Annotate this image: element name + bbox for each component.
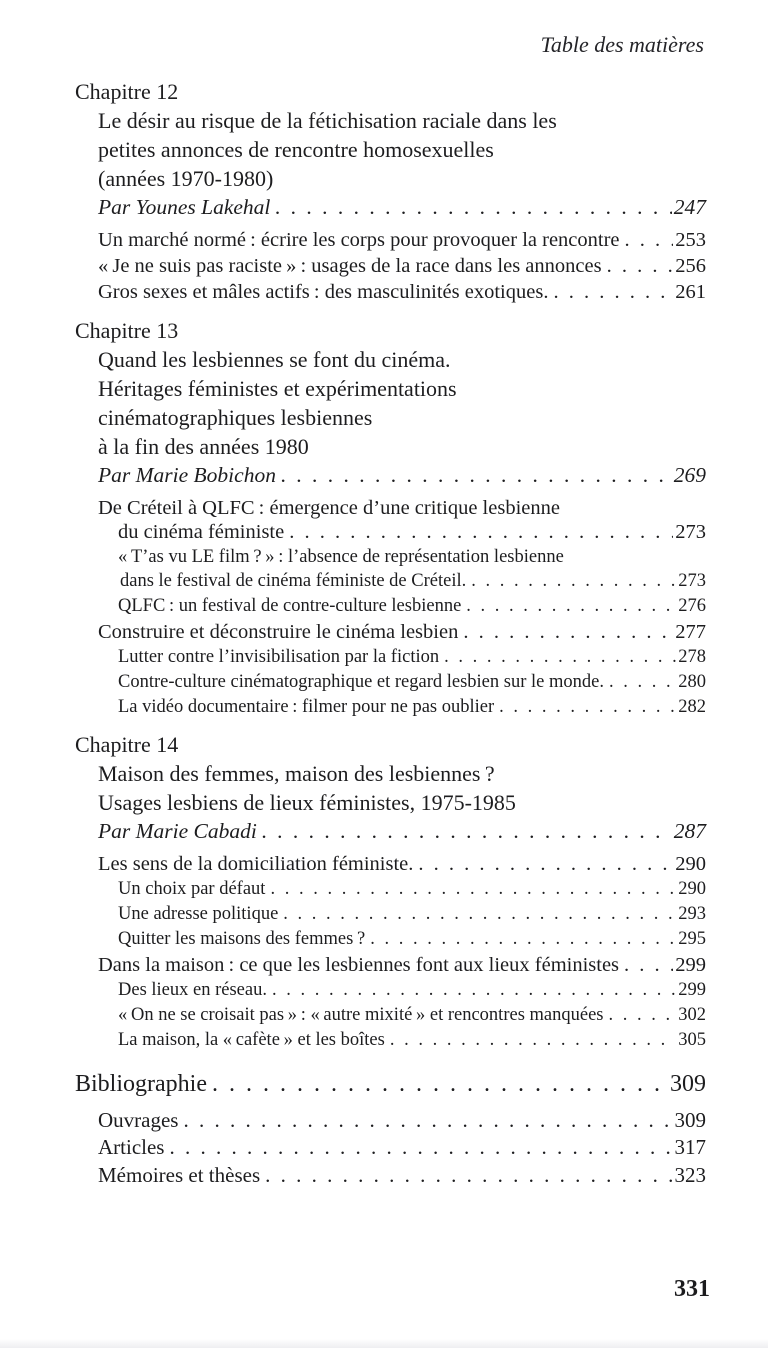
toc-entry-row (118, 546, 706, 570)
toc-entry-row (118, 595, 706, 619)
toc-entry-row (98, 496, 706, 521)
toc-entry-line: Lutter contre l’invisibilisation par la fiction (118, 646, 440, 667)
toc-entry-row (98, 254, 706, 279)
chapter-title-line: à la fin des années 1980 (98, 433, 309, 459)
toc-entry-row (118, 570, 706, 594)
chapter-label: Chapitre 14 (75, 732, 179, 757)
toc-entry (118, 1004, 706, 1028)
dot-leader (444, 646, 676, 670)
toc-entry-line: « On ne se croisait pas » : « autre mixité » et rencontres manquées (118, 1005, 604, 1025)
toc-entry-line: Un marché normé : écrire les corps pour provoquer la rencontre (98, 229, 620, 251)
dot-leader (499, 696, 676, 720)
toc-entry-row (118, 903, 706, 927)
page-number: 323 (674, 1162, 706, 1187)
chapter-author (98, 817, 706, 846)
page-number: 273 (678, 570, 706, 591)
toc-entry (98, 228, 706, 253)
chapter-title-line: cinématographiques lesbiennes (98, 404, 373, 430)
toc-entry-line: « T’as vu LE film ? » : l’absence de représentation lesbienne (118, 547, 564, 567)
chapter-title-line: Quand les lesbiennes se font du cinéma. (98, 346, 451, 372)
dot-leader (625, 228, 674, 253)
dot-leader (281, 461, 672, 490)
dot-leader (169, 1134, 672, 1162)
table-of-contents (75, 78, 706, 1189)
page-number: 309 (670, 1070, 706, 1097)
dot-leader (609, 671, 676, 695)
bibliography-entry-label: Mémoires et thèses (98, 1162, 261, 1187)
toc-entry (118, 646, 706, 670)
chapter-block (75, 78, 706, 305)
page-number: 277 (675, 620, 706, 643)
bibliography-entries (98, 1107, 706, 1190)
toc-entry-line: Gros sexes et mâles actifs : des masculinités exotiques. (98, 281, 549, 303)
chapter-author-name: Par Marie Bobichon (98, 462, 276, 487)
dot-leader (370, 928, 676, 952)
dot-leader (466, 595, 676, 619)
toc-entry-line: Les sens de la domiciliation féministe. (98, 853, 414, 875)
chapter-title-line: petites annonces de rencontre homosexuelles (98, 137, 494, 162)
toc-entry (118, 928, 706, 952)
toc-entry-line: QLFC : un festival de contre-culture lesbienne (118, 595, 462, 616)
dot-leader (212, 1069, 668, 1100)
page-number: 278 (678, 646, 706, 667)
toc-entry-line: La maison, la « cafète » et les boîtes (118, 1030, 385, 1050)
bibliography-heading (75, 1069, 706, 1100)
bibliography-entry-label: Articles (98, 1135, 165, 1159)
chapter-author-name: Par Marie Cabadi (98, 819, 257, 843)
dot-leader (390, 1029, 676, 1053)
dot-leader (463, 620, 673, 645)
chapter-title-line: Héritages féministes et expérimentations (98, 375, 457, 401)
toc-entry-row (98, 280, 706, 305)
chapter-title-line: Maison des femmes, maison des lesbiennes ? (98, 761, 495, 786)
chapter-author-name: Par Younes Lakehal (98, 195, 271, 219)
toc-entry (98, 254, 706, 279)
chapter-author (98, 461, 706, 490)
toc-entry-row (118, 928, 706, 952)
toc-entry (98, 852, 706, 877)
toc-entry-line: Des lieux en réseau. (118, 980, 267, 1000)
bibliography-entry (98, 1162, 706, 1190)
chapter-title-line: Le désir au risque de la fétichisation raciale dans les (98, 108, 557, 133)
page-number: 280 (678, 671, 706, 692)
toc-entry-row (118, 646, 706, 670)
dot-leader (283, 903, 676, 927)
toc-entry-row (98, 852, 706, 877)
dot-leader (270, 878, 676, 902)
toc-entry-row (118, 696, 706, 720)
page-number: 253 (675, 229, 706, 251)
chapter-label: Chapitre 13 (75, 317, 179, 343)
dot-leader (275, 193, 671, 222)
page-number: 290 (675, 853, 706, 875)
toc-entry-row (118, 1029, 706, 1053)
toc-entry-row (98, 620, 706, 645)
running-header: Table des matières (540, 32, 704, 57)
toc-entry-line: Contre-culture cinématographique et regard lesbien sur le monde. (118, 671, 604, 692)
chapter-title-line: (années 1970-1980) (98, 166, 274, 191)
page-number: 276 (678, 595, 706, 616)
dot-leader (262, 817, 672, 846)
bibliography-entry (98, 1107, 706, 1135)
toc-entry (98, 280, 706, 305)
page-number: 287 (673, 819, 706, 843)
back-matter (75, 1069, 706, 1190)
page-number: 293 (678, 904, 706, 924)
toc-entry-line: Quitter les maisons des femmes ? (118, 929, 366, 949)
toc-entry-row (118, 671, 706, 695)
dot-leader (609, 1004, 677, 1028)
chapter-title (98, 106, 706, 193)
page-number: 299 (678, 980, 706, 1000)
page-number: 256 (675, 255, 706, 277)
toc-entry (98, 953, 706, 978)
toc-entry-row (118, 979, 706, 1003)
chapter-label: Chapitre 12 (75, 79, 179, 104)
folio-page-number: 331 (674, 1276, 710, 1302)
dot-leader (607, 254, 674, 279)
chapter-block (75, 317, 706, 720)
toc-entry-row (118, 1004, 706, 1028)
toc-entry-line: Un choix par défaut (118, 879, 266, 899)
dot-leader (624, 953, 673, 978)
toc-entry (118, 696, 706, 720)
page-number: 305 (678, 1030, 706, 1050)
chapter-entries (75, 852, 706, 1053)
page-number: 282 (678, 696, 706, 717)
toc-chapters (75, 78, 706, 1053)
toc-entry (118, 1029, 706, 1053)
page-number: 317 (674, 1135, 706, 1159)
toc-entry-line: dans le festival de cinéma féministe de Créteil. (120, 570, 467, 591)
toc-entry-line: La vidéo documentaire : filmer pour ne pas oublier (118, 696, 495, 717)
toc-entry-line: Une adresse politique (118, 904, 279, 924)
chapter-title-line: Usages lesbiens de lieux féministes, 1975-1985 (98, 790, 516, 815)
toc-entry-row (98, 953, 706, 978)
toc-entry (118, 903, 706, 927)
chapter-title (98, 759, 706, 817)
page-number: 295 (678, 929, 706, 949)
toc-entry-line: Dans la maison : ce que les lesbiennes font aux lieux féministes (98, 954, 620, 976)
toc-entry (118, 979, 706, 1003)
toc-entry-line: « Je ne suis pas raciste » : usages de la race dans les annonces (98, 255, 602, 277)
chapter-entries (75, 496, 706, 720)
toc-entry (98, 620, 706, 645)
toc-entry (118, 546, 706, 593)
toc-entry (118, 878, 706, 902)
page-number: 309 (674, 1107, 706, 1132)
chapter-author (98, 193, 706, 222)
dot-leader (183, 1107, 672, 1135)
page-number: 299 (675, 954, 706, 976)
toc-entry-row (98, 228, 706, 253)
dot-leader (265, 1162, 672, 1190)
page-number: 290 (678, 879, 706, 899)
page-number: 261 (675, 281, 706, 303)
toc-entry (118, 595, 706, 619)
bibliography-entry (98, 1134, 706, 1162)
toc-entry (118, 671, 706, 695)
toc-entry-row (98, 520, 706, 545)
toc-entry (98, 496, 706, 545)
page-number: 273 (675, 521, 706, 543)
chapter-block (75, 731, 706, 1053)
page-number: 247 (673, 195, 706, 219)
toc-entry-line: De Créteil à QLFC : émergence d’une critique lesbienne (98, 496, 560, 519)
chapter-entries (75, 228, 706, 305)
page-number: 302 (678, 1005, 706, 1025)
toc-entry-line: du cinéma féministe (118, 521, 285, 543)
dot-leader (471, 570, 676, 594)
dot-leader (289, 520, 673, 545)
page-number: 269 (673, 462, 706, 487)
dot-leader (553, 280, 673, 305)
page-bottom-edge (0, 1339, 768, 1348)
toc-entry-row (118, 878, 706, 902)
dot-leader (272, 979, 676, 1003)
dot-leader (418, 852, 673, 877)
chapter-title (98, 345, 706, 461)
toc-entry-line: Construire et déconstruire le cinéma lesbien (98, 620, 459, 643)
bibliography-entry-label: Ouvrages (98, 1107, 179, 1132)
bibliography-title: Bibliographie (75, 1070, 207, 1097)
